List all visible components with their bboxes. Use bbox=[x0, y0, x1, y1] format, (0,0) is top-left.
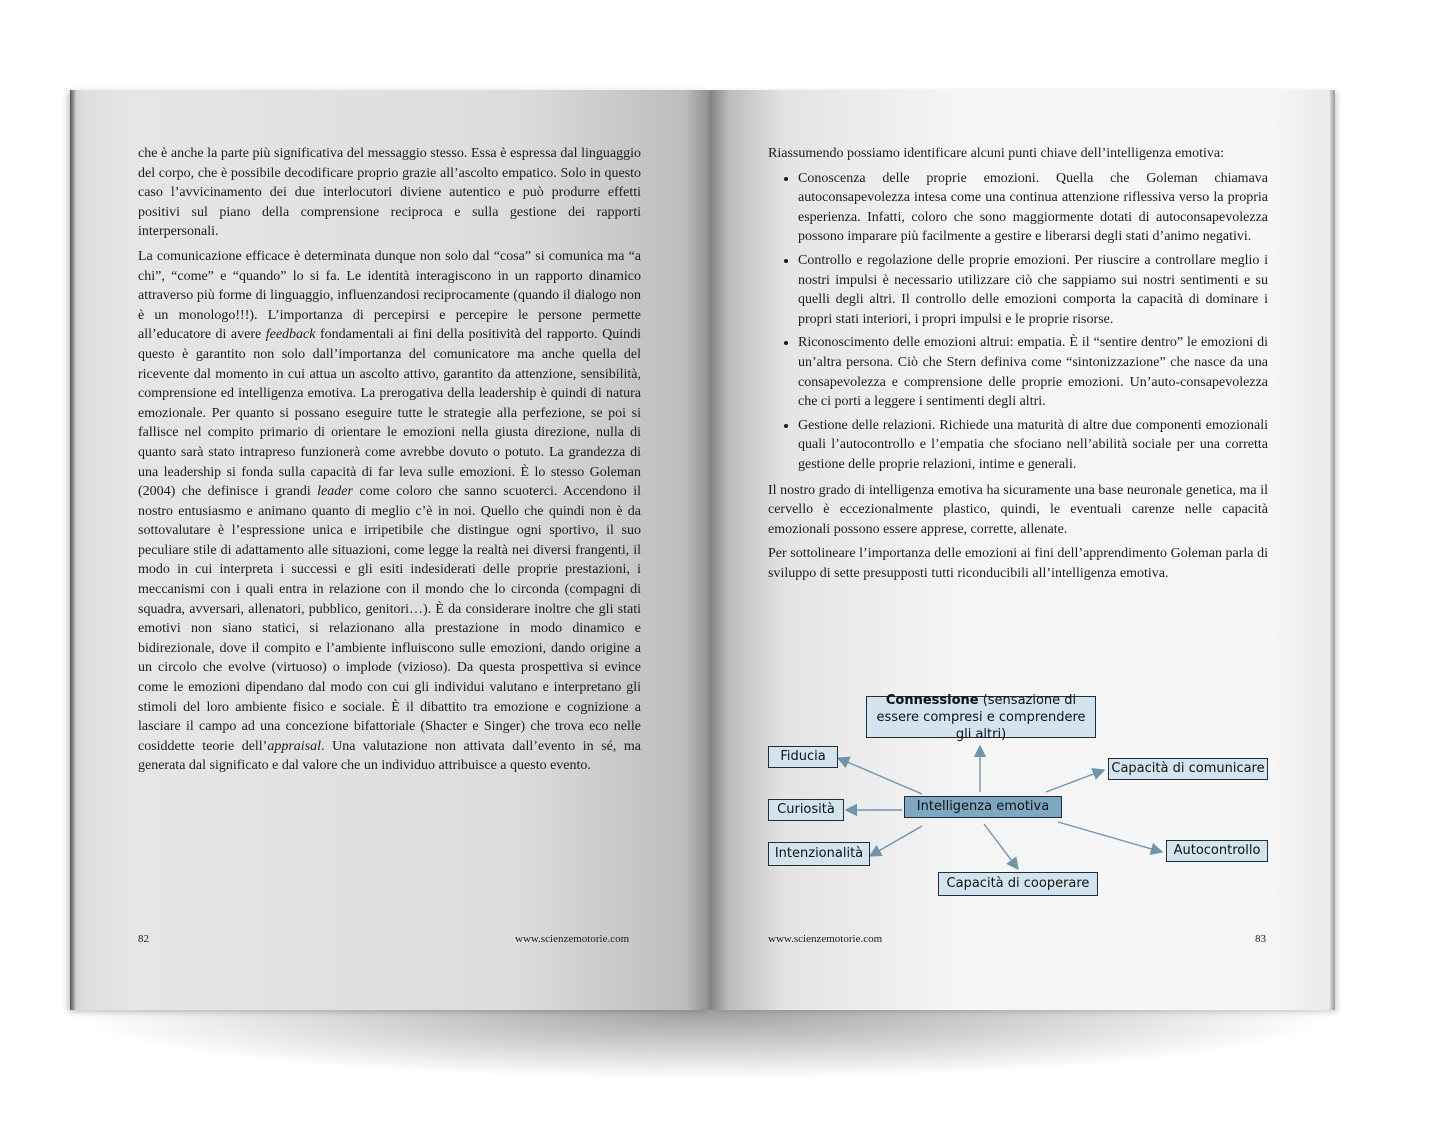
arrow-to-fiducia bbox=[838, 758, 922, 794]
body-paragraph bbox=[138, 247, 641, 776]
emotional-intelligence-diagram bbox=[760, 692, 1270, 911]
node-intenzionalita: Intenzionalità bbox=[768, 842, 870, 866]
text-run: . Una valutazione non attivata dall’evento in sé, ma generata dal significato e dal valore che un individuo attribuisce a questo evento. bbox=[138, 738, 641, 774]
right-page-number: 83 bbox=[1255, 933, 1266, 945]
goleman-paragraph: Per sottolineare l’importanza delle emozioni ai fini dell’apprendimento Goleman parla di sviluppo di sette presupposti tutti riconducibili all’intelligenza emotiva. bbox=[768, 546, 1268, 581]
left-page-body bbox=[138, 144, 641, 781]
arrow-to-cooperare bbox=[984, 824, 1018, 869]
italic-term: leader bbox=[317, 484, 353, 500]
node-connessione-title: Connessione bbox=[885, 692, 979, 708]
italic-term: appraisal bbox=[267, 738, 322, 754]
italic-term: feedback bbox=[265, 327, 316, 343]
right-page bbox=[710, 90, 1335, 1010]
arrow-to-intenzionalita bbox=[870, 826, 922, 856]
left-page-number: 82 bbox=[138, 933, 149, 945]
right-page-body bbox=[768, 144, 1268, 588]
text-run: come coloro che sanno scuoterci. Accendono il nostro entusiasmo e animano quanto di meglio c’è in noi. Quello che quindi non è da sottovalutare è l’espressione unica e irripetibile che distingue ogni sportivo, il suo peculiare stile di adattamento alle situazioni, come legge la realtà nei diversi frangenti, il modo in cui interpreta i successi e gli esiti indesiderati delle proprie prestazioni, i meccanismi con i quali entra in relazione con il mondo che lo circonda (compagni di squadra, avversari, allenatori, pubblico, genitori…). È da considerare inoltre che gli stati emotivi non siano statici, si relazionano alla prestazione in modo dinamico e bidirezionale, dove il compito e l’ambiente influiscono sulle emozioni, dando origine a un circolo che evolve (virtuoso) o implode (vizioso). Da questa prospettiva si evince come le emozioni dipendano dal modo con cui gli individui valutano e interpretano gli stimoli del loro ambiente fisico e sociale. È il dibattito tra emozione e cognizione a lasciare il campo ad una concezione bifattoriale (Shacter e Singer) che trova eco nelle cosiddette teorie dell’ bbox=[138, 484, 641, 754]
text-run: che è anche la parte più significativa del messaggio stesso. Essa è espressa dal linguaggio del corpo, che è possibile decodificare proprio grazie all’ascolto empatico. Solo in questo caso l’avvicinamento dei due interlocutori diviene autentico e può produrre effetti positivi sul piano della comprensione reciproca e sulla gestione dei rapporti interpersonali. bbox=[138, 146, 641, 240]
node-capacita-cooperare: Capacità di cooperare bbox=[938, 872, 1098, 896]
arrow-to-comunicare bbox=[1046, 770, 1104, 792]
node-capacita-comunicare: Capacità di comunicare bbox=[1108, 758, 1268, 780]
node-fiducia: Fiducia bbox=[768, 746, 838, 768]
key-points-list bbox=[768, 169, 1268, 475]
left-page-url: www.scienzemotorie.com bbox=[515, 933, 630, 945]
list-item: • Riconoscimento delle emozioni altrui: empatia. È il “sentire dentro” le emozioni di un’altra persona. Ciò che Stern definiva come “sintonizzazione” che nasce da una consapevolezza e comprensione delle proprie emozioni. Un’auto-consapevolezza che ci porti a leggere i sentimenti degli altri. bbox=[798, 333, 1268, 411]
list-item: • Controllo e regolazione delle proprie emozioni. Per riuscire a controllare meglio i nostri impulsi è necessario utilizzare ciò che sappiamo sui nostri sentimenti e su quelli degli altri. Il controllo delle emozioni comporta la capacità di dominare i propri stati interiori, i propri impulsi e le proprie risorse. bbox=[798, 251, 1268, 329]
genetics-paragraph: Il nostro grado di intelligenza emotiva ha sicuramente una base neuronale genetica, ma il cervello è eccezionalmente plastico, quindi, le eventuali carenze nelle capacità emozionali possono essere apprese, corrette, allenate. bbox=[768, 482, 1268, 537]
node-autocontrollo: Autocontrollo bbox=[1166, 840, 1268, 862]
list-item: • Conoscenza delle proprie emozioni. Quella che Goleman chiamava autoconsapevolezza intesa come una continua attenzione riflessiva verso la propria esperienza. Infatti, coloro che sono maggiormente dotati di autoconsapevolezza possono imparare più facilmente a gestire e liberarsi degli stati d’animo negativi. bbox=[798, 169, 1268, 247]
arrow-to-autocontrollo bbox=[1058, 822, 1162, 852]
node-intelligenza-emotiva: Intelligenza emotiva bbox=[904, 796, 1062, 818]
right-page-url: www.scienzemotorie.com bbox=[768, 933, 883, 945]
left-page bbox=[70, 90, 710, 1010]
body-paragraph bbox=[138, 144, 641, 242]
node-connessione-desc: (sensazione di essere compresi e comprendere gli altri) bbox=[876, 692, 1086, 742]
text-run: fondamentali ai fini della positività del rapporto. Quindi questo è garantito non solo dall’importanza del comunicatore ma anche quella del ricevente dal momento in cui attua un ascolto attivo, garantito da attenzione, sensibilità, comprensione ed intelligenza emotiva. La prerogativa della leadership è quindi di natura emozionale. Per quanto si possano eseguire tutte le strategie alla perfezione, se poi si fallisce nel compito primario di orientare le emozioni nella giusta direzione, nulla di quanto sarà stato intrapreso funzionerà come avrebbe dovuto o potuto. La grandezza di una leadership si fonda sulla capacità di far leva sulle emozioni. È lo stesso Goleman (2004) che definisce i grandi bbox=[138, 327, 641, 500]
intro-paragraph: Riassumendo possiamo identificare alcuni punti chiave dell’intelligenza emotiva: bbox=[768, 146, 1225, 161]
list-item: • Gestione delle relazioni. Richiede una maturità di altre due componenti emozionali quali l’autocontrollo e l’empatia che sfociano nell’abilità sociale per una corretta gestione delle proprie relazioni, intime e generali. bbox=[798, 416, 1268, 475]
text-run: La comunicazione efficace è determinata dunque non solo dal “cosa” si comunica ma “a chi”, “come” e “quando” lo si fa. Le identità interagiscono in un rapporto dinamico attraverso più forme di linguaggio, influenzandosi reciprocamente (quando il dialogo non è un monologo!!!). L’importanza di percepirsi e percepire le persone permette all’educatore di avere bbox=[138, 248, 641, 343]
node-connessione bbox=[866, 692, 1096, 742]
node-curiosita: Curiosità bbox=[768, 799, 844, 821]
